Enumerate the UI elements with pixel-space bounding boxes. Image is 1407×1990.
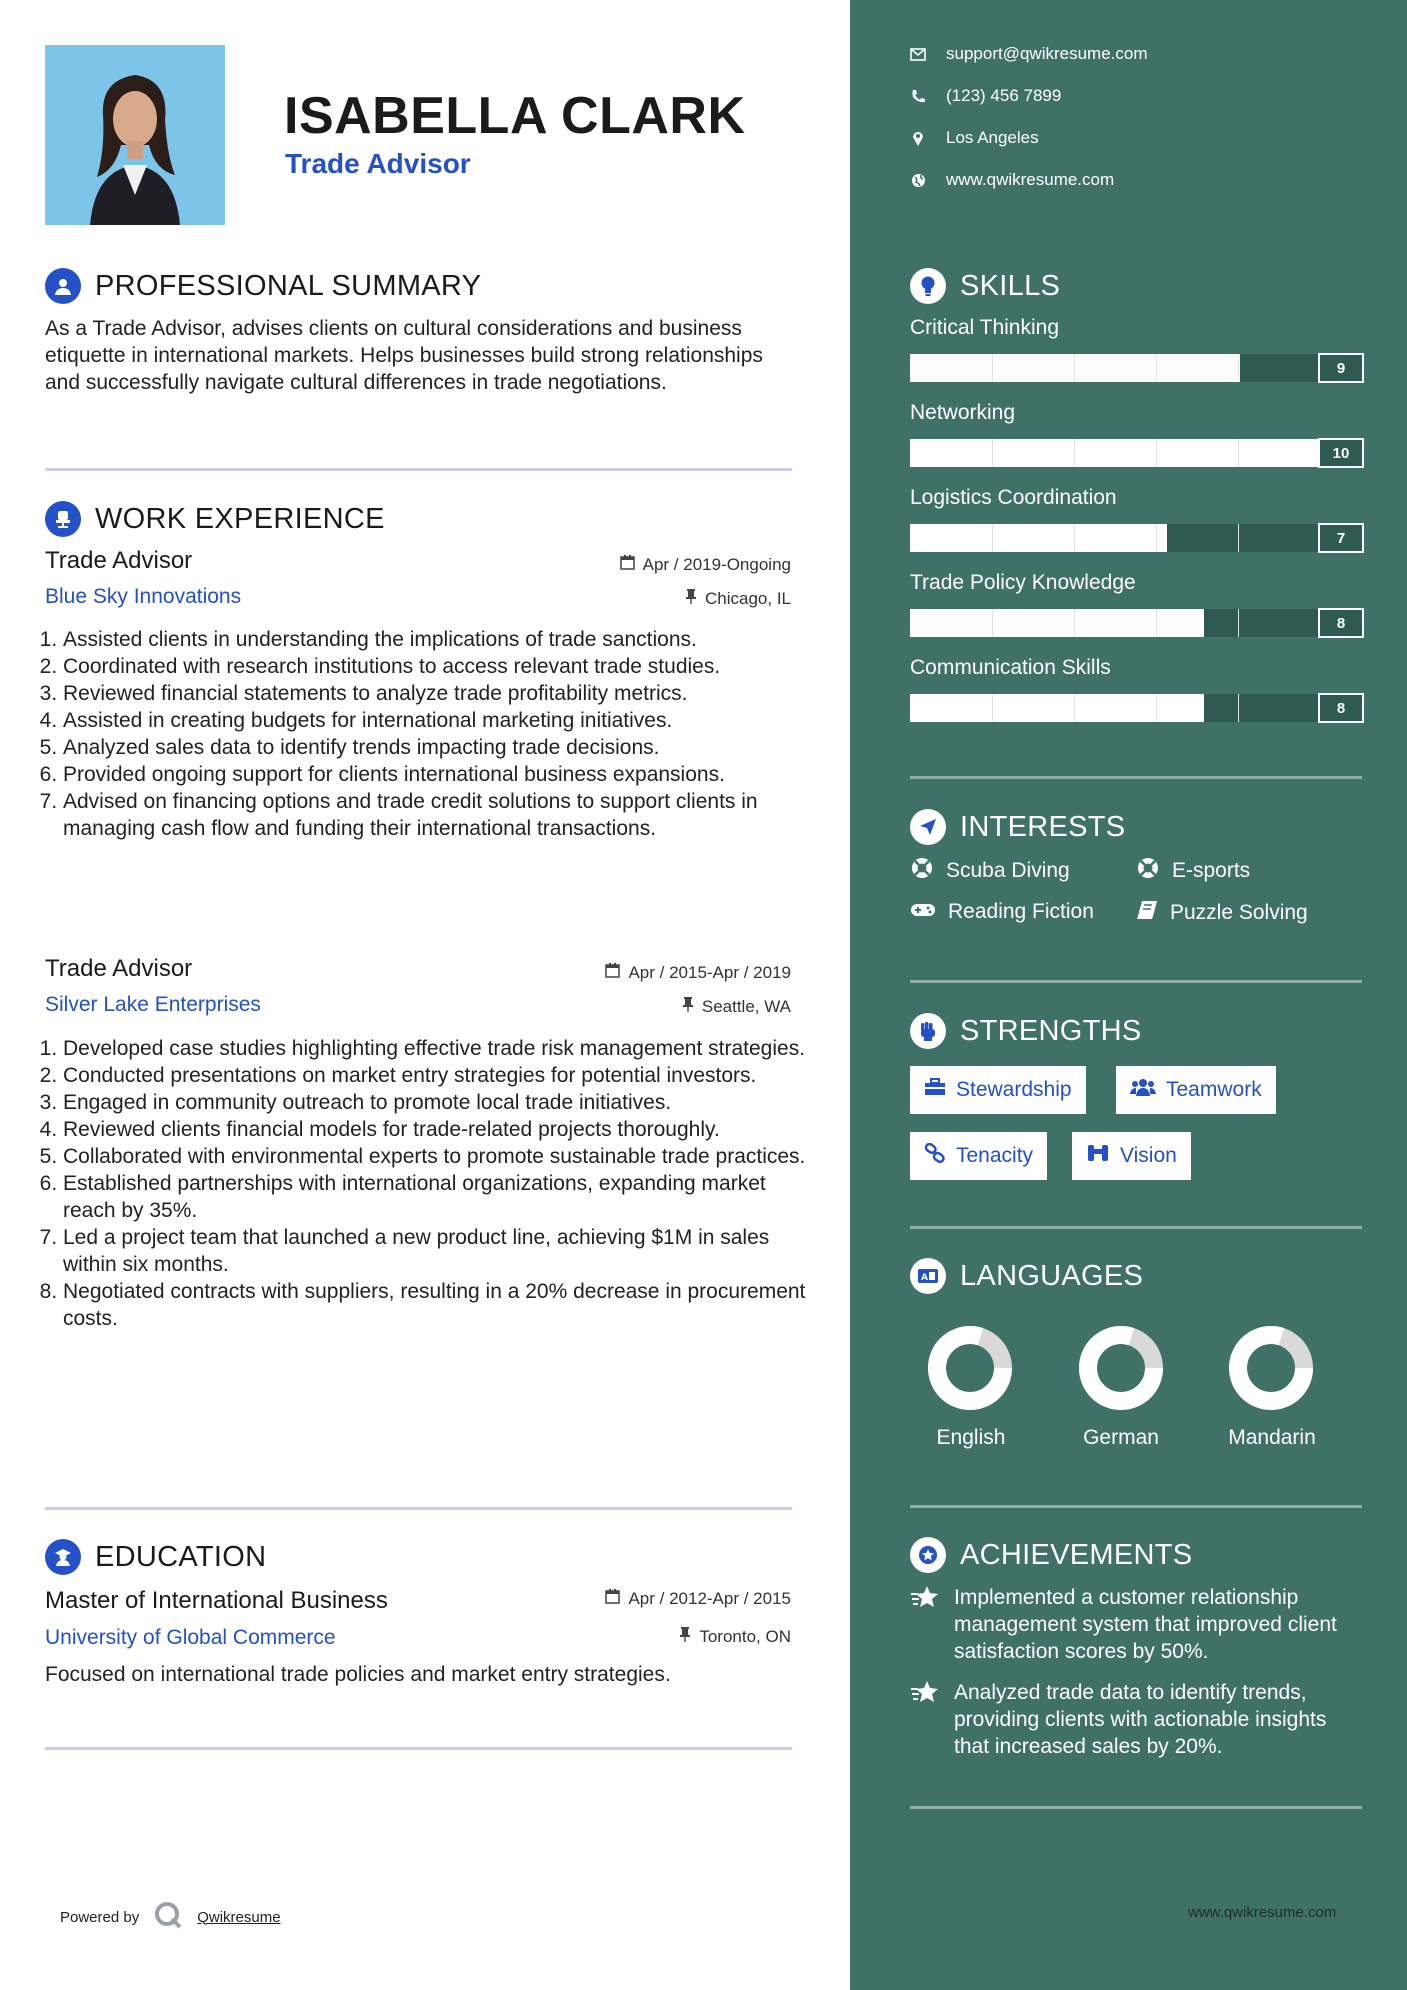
link-icon bbox=[924, 1143, 946, 1169]
list-item: 2. Coordinated with research institutions to access relevant trade studies. bbox=[63, 653, 818, 680]
divider bbox=[910, 1806, 1362, 1809]
achievement-item: Analyzed trade data to identify trends, providing clients with actionable insights that increased sales by 20%. bbox=[910, 1679, 1360, 1760]
interests-title: INTERESTS bbox=[960, 810, 1126, 843]
calendar-icon bbox=[605, 1589, 620, 1609]
pin-icon bbox=[682, 997, 694, 1017]
briefcase-chair-icon bbox=[45, 501, 81, 537]
language-label: Mandarin bbox=[1228, 1426, 1316, 1449]
skill-bar-segment bbox=[992, 439, 993, 467]
skill-score: 8 bbox=[1318, 693, 1364, 723]
experience-heading bbox=[45, 501, 385, 537]
skills-title: SKILLS bbox=[960, 269, 1061, 302]
company-name: Silver Lake Enterprises bbox=[45, 993, 261, 1016]
calendar-icon bbox=[620, 555, 635, 575]
skill-bar-segment bbox=[1074, 609, 1075, 637]
strengths-title: STRENGTHS bbox=[960, 1014, 1142, 1047]
list-item: 5. Analyzed sales data to identify trends impacting trade decisions. bbox=[63, 734, 818, 761]
job-duties-list bbox=[37, 626, 818, 842]
strength-chip: Teamwork bbox=[1116, 1066, 1276, 1114]
skill-bar-segment bbox=[992, 524, 993, 552]
degree-name: Master of International Business bbox=[45, 1587, 388, 1614]
star-icon bbox=[910, 1679, 940, 1760]
skill-bar bbox=[910, 694, 1320, 722]
qwikresume-link[interactable]: Qwikresume bbox=[197, 1908, 281, 1926]
contact-phone[interactable]: (123) 456 7899 bbox=[910, 86, 1061, 106]
divider bbox=[910, 776, 1362, 779]
job-location: Chicago, IL bbox=[685, 589, 791, 609]
envelope-icon bbox=[910, 46, 926, 62]
skill-bar-fill bbox=[910, 354, 1240, 382]
strengths-heading bbox=[910, 1013, 1142, 1049]
skill-bar-segment bbox=[992, 694, 993, 722]
divider bbox=[45, 468, 792, 471]
interest-item: Puzzle Solving bbox=[1136, 900, 1308, 926]
map-pin-icon bbox=[910, 130, 926, 146]
skill-bar bbox=[910, 439, 1320, 467]
lightbulb-icon bbox=[910, 268, 946, 304]
fist-icon bbox=[910, 1013, 946, 1049]
calendar-icon bbox=[605, 963, 620, 983]
list-item: 4. Assisted in creating budgets for international marketing initiatives. bbox=[63, 707, 818, 734]
skill-bar-segment bbox=[1156, 609, 1157, 637]
book-icon bbox=[1136, 900, 1158, 926]
summary-heading bbox=[45, 268, 481, 304]
list-item: 7. Led a project team that launched a new product line, achieving $1M in sales within six months. bbox=[63, 1224, 818, 1278]
strength-chip: Tenacity bbox=[910, 1132, 1047, 1180]
interest-item: Reading Fiction bbox=[910, 900, 1094, 924]
skill-bar-segment bbox=[1156, 694, 1157, 722]
powered-by: Powered by Qwikresume bbox=[60, 1900, 281, 1934]
achievement-item: Implemented a customer relationship management system that improved client satisfaction scores by 50%. bbox=[910, 1584, 1360, 1665]
education-location: Toronto, ON bbox=[679, 1627, 791, 1647]
list-item: 6. Provided ongoing support for clients international business expansions. bbox=[63, 761, 818, 788]
skill-bar bbox=[910, 524, 1320, 552]
skill-bar-segment bbox=[1156, 354, 1157, 382]
skill-bar-segment bbox=[1074, 439, 1075, 467]
skill-bar-segment bbox=[992, 609, 993, 637]
language-donuts bbox=[910, 1318, 1360, 1418]
list-item: 7. Advised on financing options and trade credit solutions to support clients in managing cash flow and funding their international transactions. bbox=[63, 788, 818, 842]
job-dates: Apr / 2015-Apr / 2019 bbox=[605, 963, 791, 983]
achievements-title: ACHIEVEMENTS bbox=[960, 1538, 1193, 1571]
skill-bar-segment bbox=[992, 354, 993, 382]
list-item: 8. Negotiated contracts with suppliers, resulting in a 20% decrease in procurement costs. bbox=[63, 1278, 818, 1332]
skill-bar-segment bbox=[1074, 524, 1075, 552]
contact-location: Los Angeles bbox=[910, 128, 1039, 148]
education-dates: Apr / 2012-Apr / 2015 bbox=[605, 1589, 791, 1609]
summary-text: As a Trade Advisor, advises clients on cultural considerations and business etiquette in international markets. Helps businesses build strong relationships and successfully navigate cultural differences in trade negotiations. bbox=[45, 317, 763, 394]
strength-chip: Vision bbox=[1072, 1132, 1191, 1180]
contact-website[interactable]: www.qwikresume.com bbox=[910, 170, 1114, 190]
briefcase-icon bbox=[924, 1078, 946, 1102]
lifebuoy-icon bbox=[910, 856, 934, 886]
job-duties-list bbox=[37, 1035, 818, 1332]
language-label: English bbox=[936, 1426, 1006, 1449]
divider bbox=[910, 1226, 1362, 1229]
experience-title: WORK EXPERIENCE bbox=[95, 502, 385, 535]
skill-bar-segment bbox=[1074, 354, 1075, 382]
languages-title: LANGUAGES bbox=[960, 1259, 1144, 1292]
qwikresume-logo-icon bbox=[153, 1900, 183, 1934]
skill-bar-segment bbox=[1238, 694, 1239, 722]
job-title: Trade Advisor bbox=[45, 547, 193, 574]
company-name: Blue Sky Innovations bbox=[45, 585, 242, 608]
skill-name: Logistics Coordination bbox=[910, 486, 1117, 509]
language-label: German bbox=[1083, 1426, 1159, 1449]
list-item: 6. Established partnerships with international organizations, expanding market reach by 35%. bbox=[63, 1170, 818, 1224]
education-text: Focused on international trade policies and market entry strategies. bbox=[45, 1663, 671, 1686]
skill-bar-segment bbox=[1156, 524, 1157, 552]
list-item: 1. Developed case studies highlighting effective trade risk management strategies. bbox=[63, 1035, 818, 1062]
skill-score: 7 bbox=[1318, 523, 1364, 553]
skills-heading bbox=[910, 268, 1060, 304]
divider bbox=[45, 1507, 792, 1510]
skill-bar bbox=[910, 354, 1320, 382]
achievements-heading bbox=[910, 1537, 1192, 1573]
candidate-name: ISABELLA CLARK bbox=[284, 87, 746, 145]
skill-name: Communication Skills bbox=[910, 656, 1111, 679]
divider bbox=[45, 1747, 792, 1750]
globe-icon bbox=[910, 172, 926, 188]
binoculars-icon bbox=[1086, 1143, 1110, 1169]
paper-plane-icon bbox=[910, 809, 946, 845]
divider bbox=[910, 980, 1362, 983]
skill-bar-fill bbox=[910, 609, 1204, 637]
summary-title: PROFESSIONAL SUMMARY bbox=[95, 269, 482, 302]
users-icon bbox=[1130, 1078, 1156, 1102]
candidate-role: Trade Advisor bbox=[285, 148, 471, 179]
skill-name: Critical Thinking bbox=[910, 316, 1059, 339]
skill-bar-fill bbox=[910, 524, 1167, 552]
lifebuoy-icon bbox=[1136, 856, 1160, 886]
skill-bar-fill bbox=[910, 694, 1204, 722]
svg-text:A: A bbox=[921, 1273, 929, 1283]
list-item: 5. Collaborated with environmental experts to promote sustainable trade practices. bbox=[63, 1143, 818, 1170]
education-heading bbox=[45, 1539, 266, 1575]
gamepad-icon bbox=[910, 900, 936, 924]
translate-icon bbox=[910, 1258, 946, 1294]
list-item: 3. Reviewed financial statements to analyze trade profitability metrics. bbox=[63, 680, 818, 707]
pin-icon bbox=[679, 1627, 691, 1647]
user-icon bbox=[45, 268, 81, 304]
skill-score: 9 bbox=[1318, 353, 1364, 383]
skill-score: 8 bbox=[1318, 608, 1364, 638]
skill-name: Trade Policy Knowledge bbox=[910, 571, 1136, 594]
skill-bar-segment bbox=[1238, 439, 1239, 467]
job-location: Seattle, WA bbox=[682, 997, 791, 1017]
skill-bar-segment bbox=[1238, 354, 1239, 382]
skill-bar-fill bbox=[910, 439, 1320, 467]
interests-heading bbox=[910, 809, 1125, 845]
languages-heading bbox=[910, 1258, 1143, 1294]
contact-email[interactable]: support@qwikresume.com bbox=[910, 44, 1148, 64]
divider bbox=[910, 1505, 1362, 1508]
graduate-icon bbox=[45, 1539, 81, 1575]
education-title: EDUCATION bbox=[95, 1540, 267, 1573]
interest-item: Scuba Diving bbox=[910, 856, 1070, 886]
interest-item: E-sports bbox=[1136, 856, 1250, 886]
job-title: Trade Advisor bbox=[45, 955, 193, 982]
school-name: University of Global Commerce bbox=[45, 1626, 336, 1649]
profile-photo bbox=[45, 45, 225, 225]
pin-icon bbox=[685, 589, 697, 609]
strength-chip: Stewardship bbox=[910, 1066, 1086, 1114]
skill-bar-segment bbox=[1238, 609, 1239, 637]
list-item: 1. Assisted clients in understanding the implications of trade sanctions. bbox=[63, 626, 818, 653]
skill-bar-segment bbox=[1074, 694, 1075, 722]
phone-icon bbox=[910, 88, 926, 104]
skill-score: 10 bbox=[1318, 438, 1364, 468]
job-dates: Apr / 2019-Ongoing bbox=[620, 555, 791, 575]
skill-bar bbox=[910, 609, 1320, 637]
skill-bar-segment bbox=[1156, 439, 1157, 467]
list-item: 3. Engaged in community outreach to promote local trade initiatives. bbox=[63, 1089, 818, 1116]
star-badge-icon bbox=[910, 1537, 946, 1573]
footer-website[interactable]: www.qwikresume.com bbox=[1188, 1904, 1337, 1921]
list-item: 2. Conducted presentations on market entry strategies for potential investors. bbox=[63, 1062, 818, 1089]
list-item: 4. Reviewed clients financial models for trade-related projects thoroughly. bbox=[63, 1116, 818, 1143]
star-icon bbox=[910, 1584, 940, 1665]
skill-name: Networking bbox=[910, 401, 1016, 424]
skill-bar-segment bbox=[1238, 524, 1239, 552]
